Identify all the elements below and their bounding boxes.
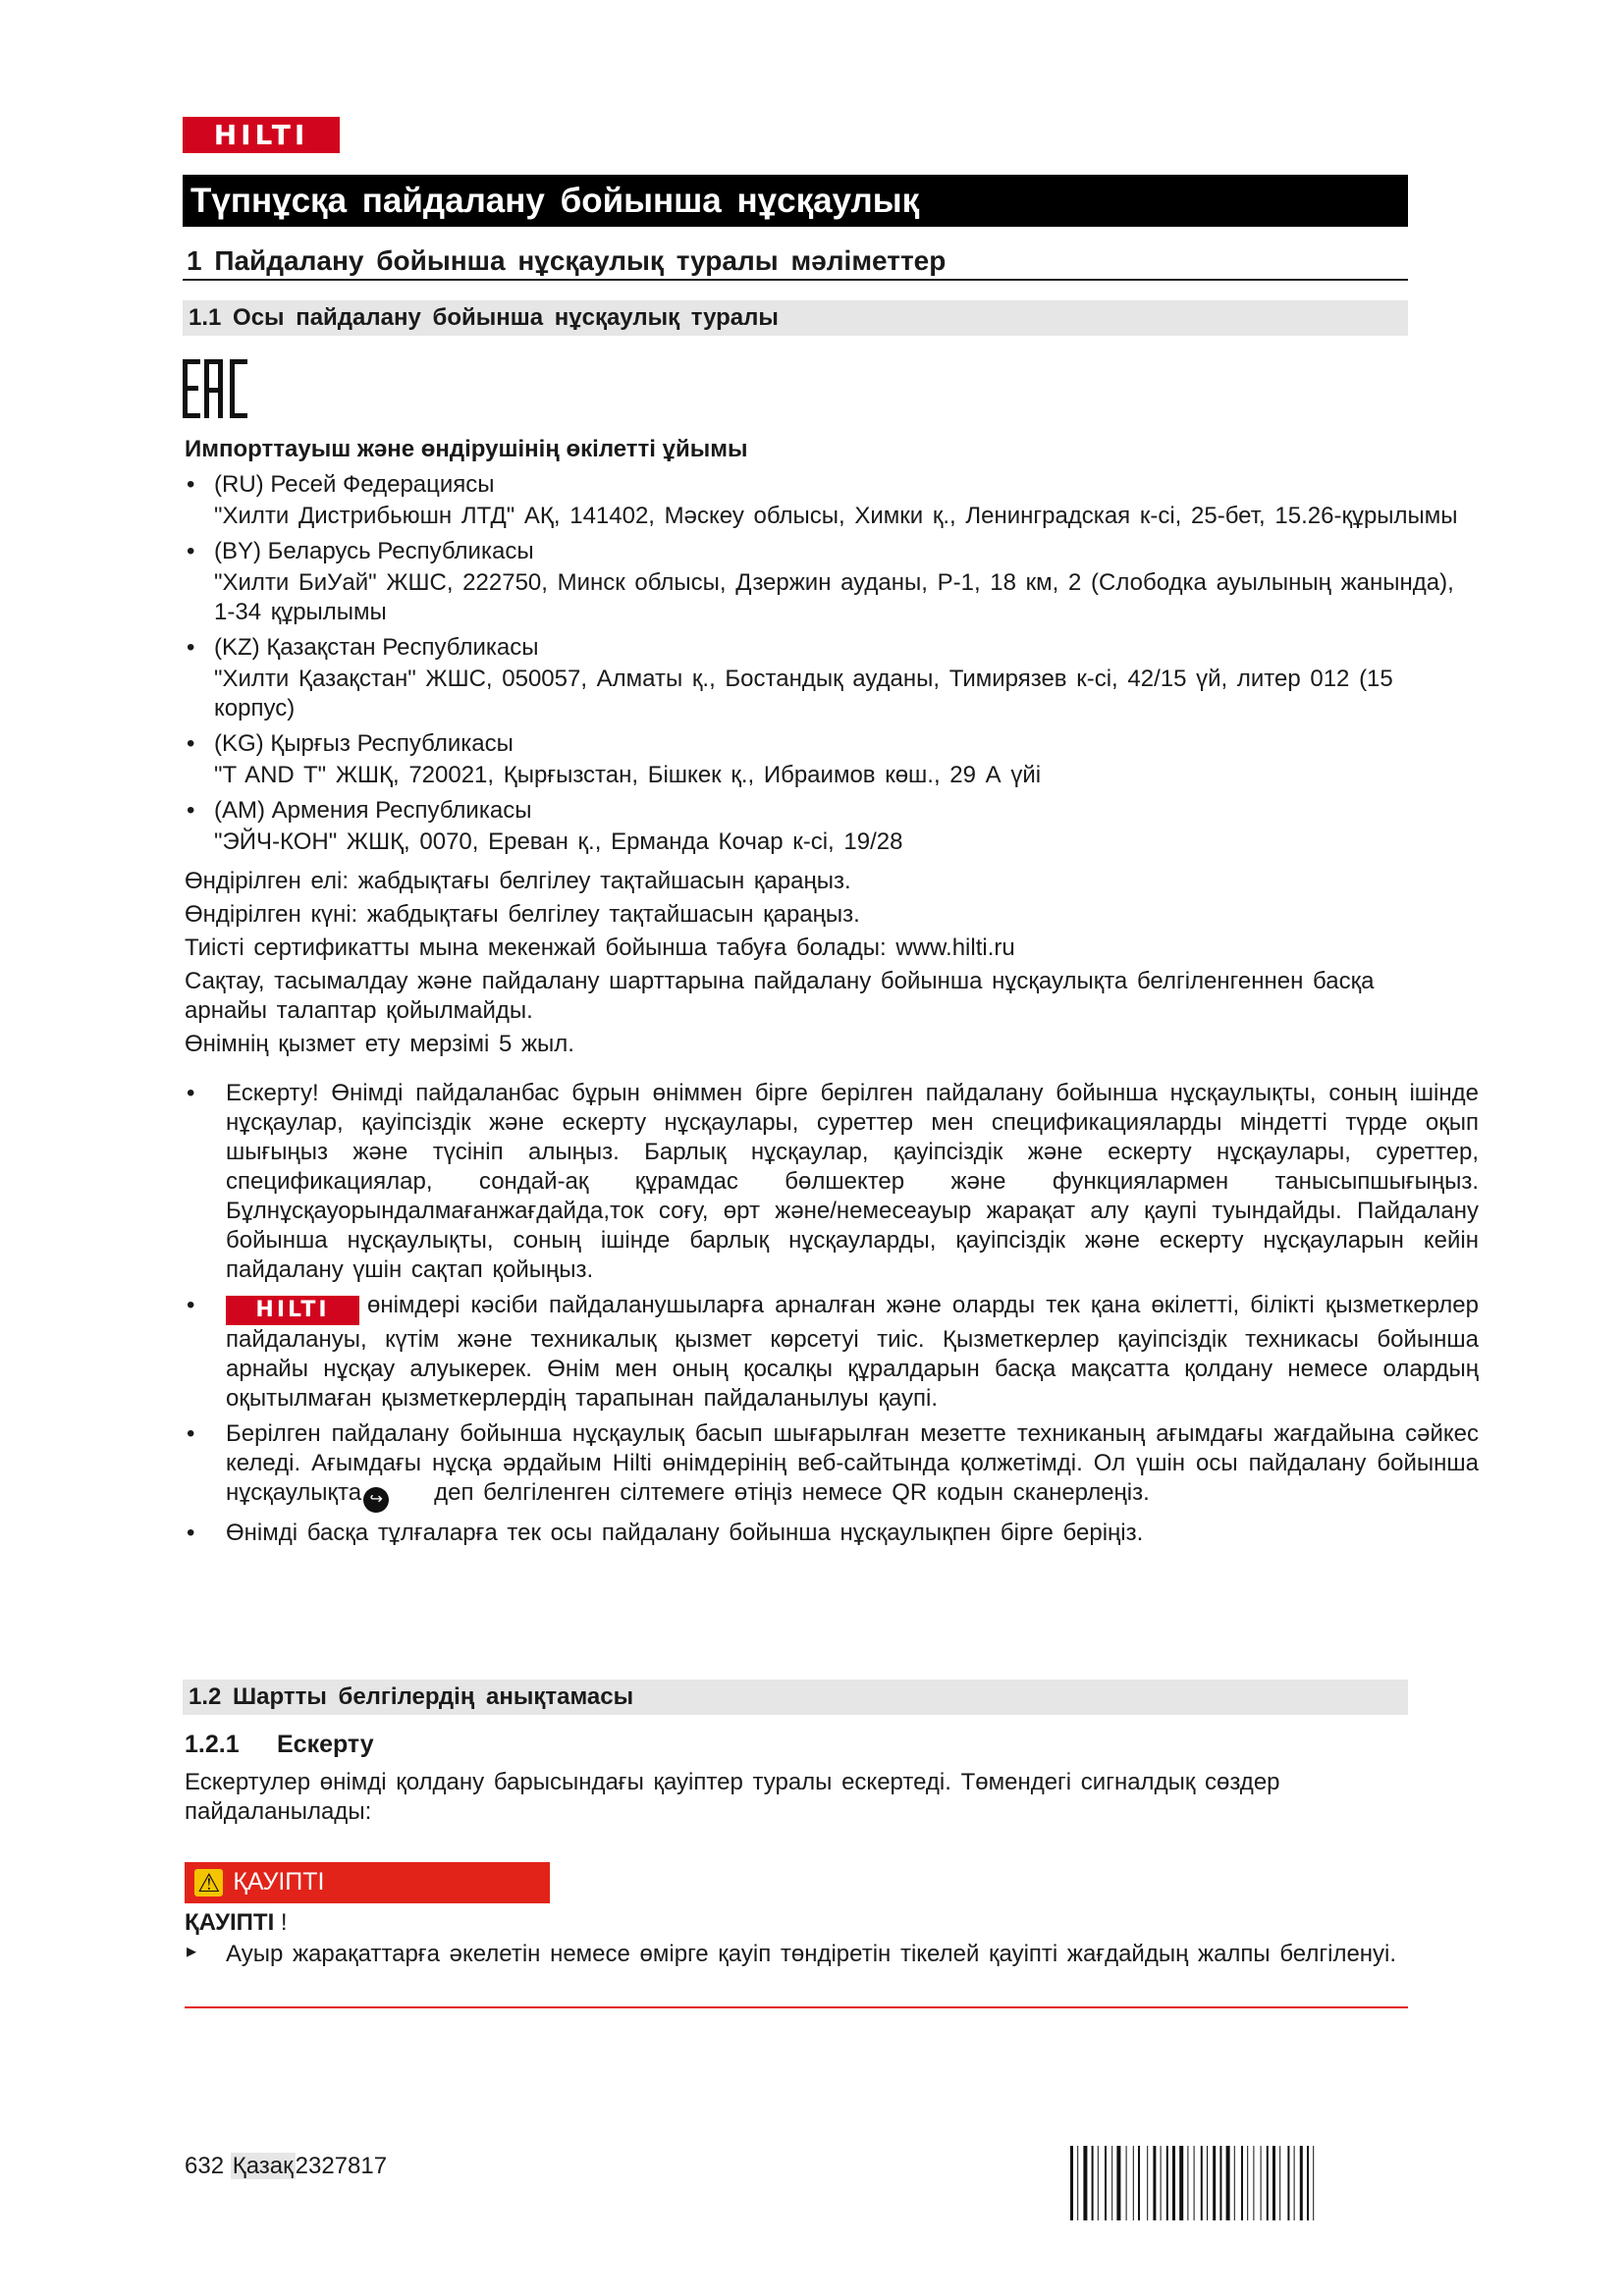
importer-list [185,470,1496,857]
importer-country: • (AM) Армения Республикасы [214,797,532,824]
section-1-1-heading: 1.1 Осы пайдалану бойынша нұсқаулық туралы [183,300,1408,336]
importer-country: • (RU) Ресей Федерациясы [214,471,495,498]
importer-address: "Хилти Қазақстан" ЖШС, 050057, Алматы қ., Бостандық ауданы, Тимирязев к-сі, 42/15 үй, литер 012 (15 корпус) [214,666,1393,721]
danger-banner-label: ҚАУІПТІ [233,1868,325,1896]
footer-language: Қазақ [232,2153,294,2179]
hilti-inline-logo [226,1296,359,1325]
eac-mark-icon [183,355,251,422]
importer-country: • (KG) Қырғыз Республикасы [214,730,514,757]
country-of-manufacture: Өндірілген елі: жабдықтағы белгілеу тақтайшасын қараңыз. [185,868,851,894]
danger-title [185,1908,288,1938]
danger-list [185,1940,1408,1969]
importer-heading: Импорттауыш және өндірушінің өкілетті ұйымы [185,436,748,462]
page-number: 632 [185,2153,225,2179]
service-life: Өнімнің қызмет ету мерзімі 5 жыл. [185,1031,574,1057]
list-item [185,1419,1479,1513]
storage-info: Сақтау, тасымалдау және пайдалану шарттарына пайдалану бойынша нұсқаулықта белгіленгеннен басқа арнайы талаптар қойылмайды. [185,968,1375,1024]
list-item [185,1079,1479,1285]
danger-description: Ауыр жарақаттарға әкелетін немесе өмірге қауіп төндіретін тікелей қауіпті жағдайдың жалпы белгіленуі. [226,1941,1397,1967]
link-icon: ↪ [363,1487,389,1513]
page-title: Түпнұсқа пайдалану бойынша нұсқаулық [183,175,1408,227]
footer-doc-number: 2327817 [295,2153,388,2179]
hilti-inline-logo-text: • HILTI [255,1298,330,1322]
barcode-icon [1070,2146,1410,2220]
warnings-description: Ескертулер өнімді қолдану барысындағы қауіптер туралы ескертеді. Төмендегі сигналдық сөздер пайдаланылады: [185,1769,1280,1825]
importer-address: "ЭЙЧ-КОН" ЖШҚ, 0070, Ереван қ., Ерманда Кочар к-сі, 19/28 [214,828,903,855]
notes-list [185,1079,1479,1548]
list-item [185,796,1496,857]
importer-address: "Хилти Дистрибьюшн ЛТД" АҚ, 141402, Мәскеу облысы, Химки қ., Ленинградская к-сі, 25-бет, 15.26-құрылымы [214,503,1458,529]
note-current-version-cont: деп белгіленген сілтемеге өтіңіз немесе QR кодын сканерлеңіз. [434,1479,1150,1506]
hilti-logo-text: HILTI [213,118,309,151]
note-warning: Ескерту! Өнімді пайдаланбас бұрын өніммен бірге берілген пайдалану бойынша нұсқаулықты, соның ішінде нұсқаулар, қауіпсіздік және ескерту нұсқаулары, суреттер мен спецификацияларды міндетті түрде оқып шығыңыз және түсініп алыңыз. Барлық нұсқаулар, қауіпсіздік және ескерту нұсқаулары, суреттер, спецификациялар, сондай-ақ құрамдас бөлшектер және функциялармен танысыпшығыңыз. Бұлнұсқауорындалмағанжағдайда,ток соғу, өрт және/немесеауыр жарақат алу қаупі туындайды. Пайдалану бойынша нұсқаулықты, соның ішінде барлық нұсқауларды, қауіпсіздік және ескерту нұсқауларын кейін пайдалану үшін сақтап қойыңыз. [226,1080,1479,1283]
list-item [185,1291,1479,1414]
list-item [185,1519,1479,1548]
danger-title-text: ҚАУІПТІ [185,1909,275,1936]
section-title: Ескерту [277,1731,374,1758]
list-item [185,633,1496,723]
list-item [185,1940,1408,1969]
section-1-2-heading: 1.2 Шартты белгілердің анықтамасы [183,1680,1408,1715]
section-1-2-1-heading [185,1730,374,1760]
warning-triangle-icon: ⚠ [194,1869,223,1897]
list-item [185,537,1496,627]
date-of-manufacture: Өндірілген күні: жабдықтағы белгілеу тақтайшасын қараңыз. [185,901,860,928]
list-item [185,729,1496,790]
note-hand-over: Өнімді басқа тұлғаларға тек осы пайдалану бойынша нұсқаулықпен бірге беріңіз. [226,1520,1144,1546]
note-professional-use: өнімдері кәсіби пайдаланушыларға арналған және оларды тек қана өкілетті, білікті қызметкерлер пайдалануы, күтім және техникалық қызмет көрсетуі тиіс. Қызметкерлер қауіпсіздік техникасы бойынша арнайы нұсқау алуыкерек. Өнім мен оның қосалқы құралдарын басқа мақсатта қолдану немесе олардың оқытылмаған қызметкерлердің тарапынан пайдаланылуы қаупі. [226,1292,1479,1412]
importer-address: "T AND T" ЖШҚ, 720021, Қырғызстан, Бішкек қ., Ибраимов көш., 29 А үйі [214,762,1042,788]
main-content [185,435,1496,1554]
importer-country: • (KZ) Қазақстан Республикасы [214,634,539,661]
hilti-logo [183,117,340,153]
note-current-version: Берілген пайдалану бойынша нұсқаулық басып шығарылған мезетте техниканың ағымдағы жағдайына сәйкес келеді. Ағымдағы нұсқа әрдайым Hilti өнімдерінің веб-сайтында қолжетімді. Ол үшін осы пайдалану бойынша нұсқаулықта [226,1420,1479,1506]
danger-banner [185,1862,550,1903]
page-footer [185,2152,387,2181]
importer-country: • (BY) Беларусь Республикасы [214,538,534,564]
section-number: 1.2.1 [185,1731,240,1758]
certificates-info: Тиісті сертификатты мына мекенжай бойынша табуға болады: www.hilti.ru [185,934,1015,961]
list-item [185,470,1496,531]
importer-address: "Хилти БиУай" ЖШС, 222750, Минск облысы, Дзержин ауданы, Р-1, 18 км, 2 (Слободка ауылының жанында), 1-34 құрылымы [214,569,1454,625]
section-1-heading: 1 Пайдалану бойынша нұсқаулық туралы мәліметтер [183,243,1408,281]
danger-title-suffix: ! [274,1909,288,1936]
danger-divider [185,2006,1408,2008]
